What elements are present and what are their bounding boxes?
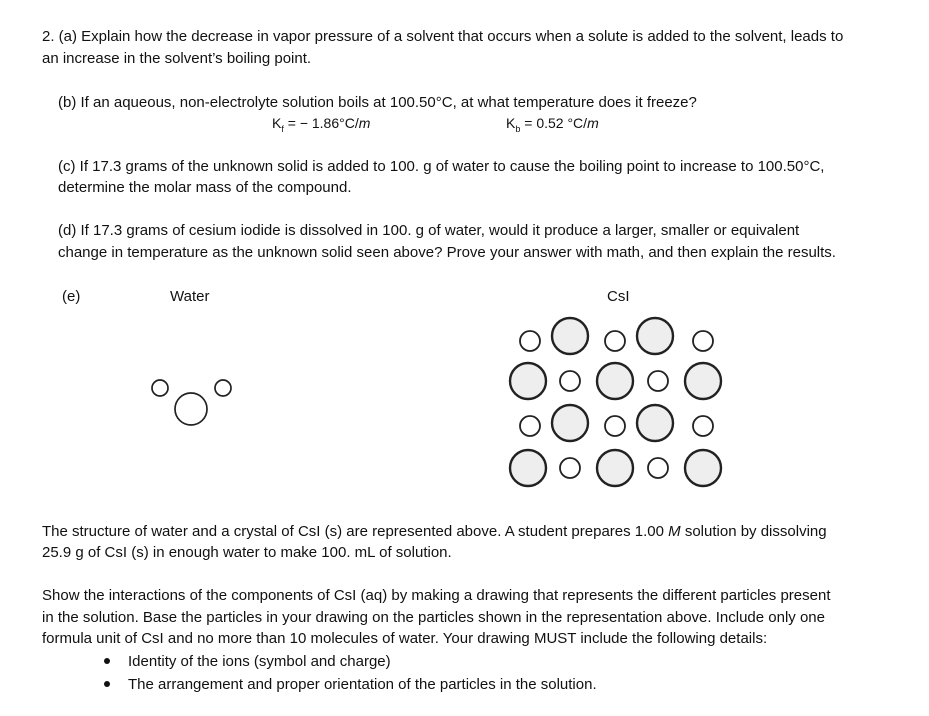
i-ion-large [637,318,673,354]
cs-ion-small [520,416,540,436]
cs-ion-small [605,416,625,436]
bullet-dot [104,658,110,664]
bullet-item-arrangement: The arrangement and proper orientation of the particles in the solution. [128,676,597,693]
cs-ion-small [520,331,540,351]
water-label: Water [170,288,210,305]
cs-ion-small [648,458,668,478]
question-d-line2: change in temperature as the unknown solid seen above? Prove your answer with math, and then explain the results. [58,244,836,261]
cs-ion-small [560,371,580,391]
structure-text-post: solution by dissolving [680,523,827,540]
question-d-line1: (d) If 17.3 grams of cesium iodide is dissolved in 100. g of water, would it produce a larger, smaller or equivalent [58,222,800,239]
i-ion-large [685,363,721,399]
kf-symbol: K [272,115,282,131]
kf-constant [272,115,370,134]
cs-ion-small [560,458,580,478]
structure-text-pre: The structure of water and a crystal of CsI (s) are represented above. A student prepares 1.00 [42,523,669,540]
structure-text-line1 [42,521,827,542]
question-a-line2: an increase in the solvent’s boiling point. [42,50,312,67]
oxygen-atom [175,393,207,425]
instructions-line1: Show the interactions of the components of CsI (aq) by making a drawing that represents the different particles present [42,587,831,604]
i-ion-large [597,363,633,399]
kb-constant [506,115,599,134]
kf-subscript: f [281,123,284,134]
i-ion-large [597,450,633,486]
kf-unit: m [358,115,371,131]
csi-crystal-lattice-diagram [505,312,735,492]
question-c-line1: (c) If 17.3 grams of the unknown solid is added to 100. g of water to cause the boiling point to increase to 100.50°C, [58,158,825,175]
i-ion-large [685,450,721,486]
hydrogen-atom-left [152,380,168,396]
i-ion-large [510,363,546,399]
instructions-line3: formula unit of CsI and no more than 10 molecules of water. Your drawing MUST include the following details: [42,630,768,647]
bullet-dot [104,681,110,687]
cs-ion-small [693,331,713,351]
hydrogen-atom-right [215,380,231,396]
question-a-line1: 2. (a) Explain how the decrease in vapor pressure of a solvent that occurs when a solute is added to the solvent, leads to [42,28,844,45]
i-ion-large [552,405,588,441]
i-ion-large [510,450,546,486]
instructions-line2: in the solution. Base the particles in your drawing on the particles shown in the representation above. Include only one [42,609,825,626]
cs-ion-small [605,331,625,351]
cs-ion-small [693,416,713,436]
bullet-item-ion-identity: Identity of the ions (symbol and charge) [128,653,391,670]
csi-label: CsI [607,288,630,305]
i-ion-large [637,405,673,441]
i-ion-large [552,318,588,354]
molarity-symbol: M [668,523,681,540]
question-e-label: (e) [62,288,81,305]
question-b-text: (b) If an aqueous, non-electrolyte solution boils at 100.50°C, at what temperature does it freeze? [58,94,697,111]
kb-value: = 0.52 °C/ [524,115,588,131]
water-molecule-diagram [145,372,235,432]
structure-text-line2: 25.9 g of CsI (s) in enough water to make 100. mL of solution. [42,544,452,561]
kb-symbol: K [506,115,516,131]
question-c-line2: determine the molar mass of the compound. [58,179,352,196]
cs-ion-small [648,371,668,391]
kb-unit: m [587,115,599,131]
kf-value: = − 1.86°C/ [287,115,359,131]
kb-subscript: b [515,123,521,134]
